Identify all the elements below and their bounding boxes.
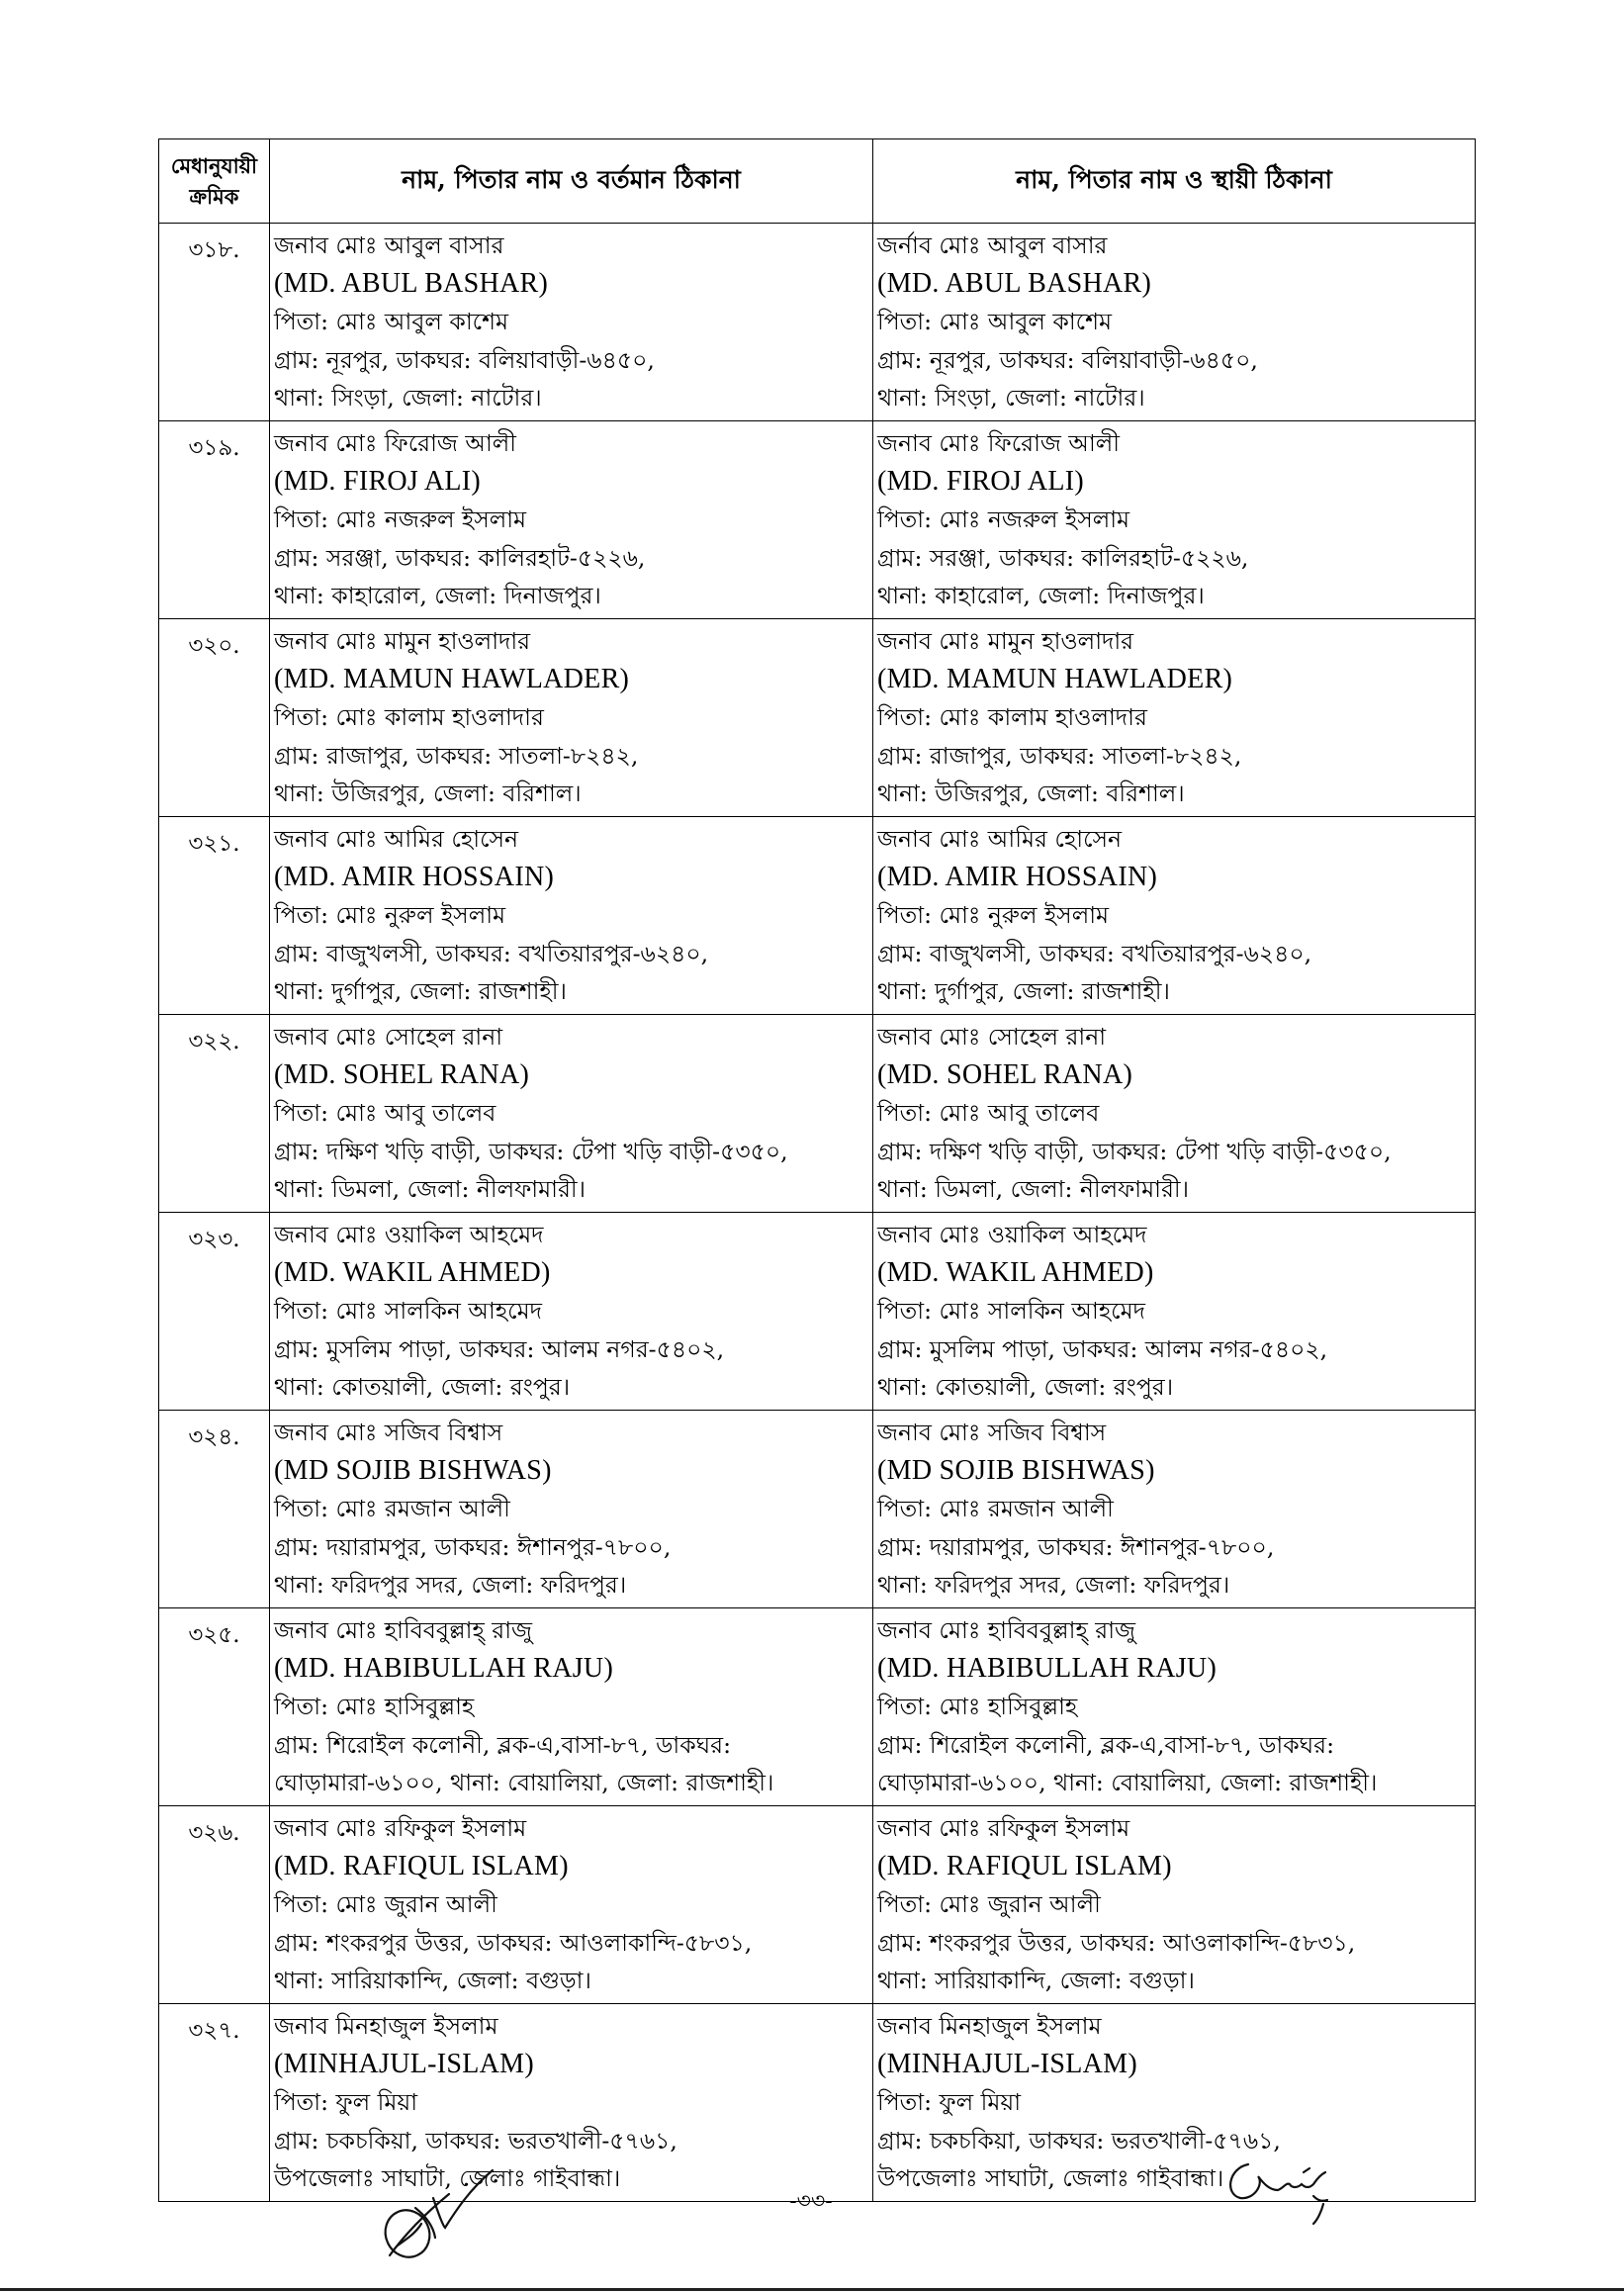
candidate-table	[158, 138, 1476, 2202]
village-post-office: গ্রাম: রাজাপুর, ডাকঘর: সাতলা-৮২৪২,	[877, 741, 1242, 770]
village-post-office: গ্রাম: মুসলিম পাড়া, ডাকঘর: আলম নগর-৫৪০২,	[274, 1334, 725, 1363]
permanent-address-cell	[873, 2004, 1476, 2202]
thana-district: থানা: কাহারোল, জেলা: দিনাজপুর।	[274, 582, 601, 609]
table-row	[159, 1608, 1476, 1806]
page-number: -৩৩-	[789, 2189, 833, 2214]
candidate-name-english: (MINHAJUL-ISLAM)	[877, 2048, 1137, 2079]
candidate-name-english: (MD. RAFIQUL ISLAM)	[877, 1850, 1172, 1881]
village-post-office: গ্রাম: শংকরপুর উত্তর, ডাকঘর: আওলাকান্দি-৫৮৩১,	[274, 1928, 753, 1957]
candidate-name-english: (MD. HABIBULLAH RAJU)	[877, 1652, 1218, 1684]
candidate-name: জনাব মোঃ মামুন হাওলাদার	[274, 627, 531, 655]
candidate-name: জনাব মোঃ ওয়াকিল আহমেদ	[877, 1221, 1147, 1248]
header-permanent-address: নাম, পিতার নাম ও স্থায়ী ঠিকানা	[873, 139, 1476, 224]
candidate-name: জর্নাব মোঃ আবুল বাসার	[877, 231, 1108, 259]
father-name: পিতা: মোঃ কালাম হাওলাদার	[274, 703, 544, 731]
village-post-office: গ্রাম: দয়ারামপুর, ডাকঘর: ঈশানপুর-৭৮০০,	[877, 1532, 1275, 1561]
father-name: পিতা: মোঃ রমজান আলী	[274, 1495, 510, 1522]
thana-district: থানা: উজিরপুর, জেলা: বরিশাল।	[274, 779, 582, 807]
candidate-name: জনাব মোঃ হাবিববুল্লাহ্ রাজু	[274, 1616, 533, 1644]
village-post-office: গ্রাম: দক্ষিণ খড়ি বাড়ী, ডাকঘর: টেপা খড়ি বাড়ী-৫৩৫০,	[877, 1137, 1392, 1165]
current-address-cell	[270, 1411, 873, 1608]
candidate-name-english: (MD. RAFIQUL ISLAM)	[274, 1850, 569, 1881]
table-row	[159, 1806, 1476, 2004]
thana-district: থানা: উজিরপুর, জেলা: বরিশাল।	[877, 779, 1185, 807]
candidate-name-english: (MD. FIROJ ALI)	[274, 465, 482, 497]
candidate-name-english: (MD. SOHEL RANA)	[877, 1058, 1133, 1090]
serial-number: ৩২২.	[159, 1015, 270, 1213]
village-post-office: গ্রাম: দক্ষিণ খড়ি বাড়ী, ডাকঘর: টেপা খড়ি বাড়ী-৫৩৫০,	[274, 1137, 788, 1165]
village-post-office: গ্রাম: রাজাপুর, ডাকঘর: সাতলা-৮২৪২,	[274, 741, 639, 770]
candidate-name-english: (MD. ABUL BASHAR)	[274, 267, 549, 299]
village-post-office: গ্রাম: নূরপুর, ডাকঘর: বলিয়াবাড়ী-৬৪৫০,	[274, 345, 655, 374]
father-name: পিতা: মোঃ জুরান আলী	[877, 1890, 1101, 1918]
table-row	[159, 619, 1476, 817]
table-row	[159, 1015, 1476, 1213]
father-name: পিতা: মোঃ রমজান আলী	[877, 1495, 1114, 1522]
village-post-office: গ্রাম: শংকরপুর উত্তর, ডাকঘর: আওলাকান্দি-৫৮৩১,	[877, 1928, 1356, 1957]
serial-number: ৩২০.	[159, 619, 270, 817]
candidate-name: জনাব মোঃ ফিরোজ আলী	[877, 429, 1121, 457]
thana-district: থানা: ফরিদপুর সদর, জেলা: ফরিদপুর।	[274, 1571, 627, 1599]
candidate-name-english: (MD. MAMUN HAWLADER)	[274, 663, 630, 694]
table-row	[159, 1213, 1476, 1411]
father-name: পিতা: মোঃ আবু তালেব	[877, 1099, 1100, 1127]
candidate-name-english: (MD. WAKIL AHMED)	[877, 1256, 1154, 1288]
thana-district: থানা: সারিয়াকান্দি, জেলা: বগুড়া।	[877, 1967, 1195, 1994]
father-name: পিতা: ফুল মিয়া	[877, 2088, 1022, 2116]
father-name: পিতা: মোঃ হাসিবুল্লাহ	[274, 1693, 475, 1720]
serial-number: ৩২৩.	[159, 1213, 270, 1411]
candidate-name: জনাব মিনহাজুল ইসলাম	[274, 2012, 498, 2040]
thana-district: থানা: সিংড়া, জেলা: নাটোর।	[274, 384, 542, 412]
serial-number: ৩২৫.	[159, 1608, 270, 1806]
village-post-office: গ্রাম: মুসলিম পাড়া, ডাকঘর: আলম নগর-৫৪০২,	[877, 1334, 1328, 1363]
candidate-name: জনাব মোঃ মামুন হাওলাদার	[877, 627, 1134, 655]
header-current-address: নাম, পিতার নাম ও বর্তমান ঠিকানা	[270, 139, 873, 224]
thana-district: উপজেলাঃ সাঘাটা, জেলাঃ গাইবান্ধা।	[274, 2164, 621, 2192]
table-row	[159, 817, 1476, 1015]
village-post-office: গ্রাম: দয়ারামপুর, ডাকঘর: ঈশানপুর-৭৮০০,	[274, 1532, 672, 1561]
father-name: পিতা: মোঃ নজরুল ইসলাম	[877, 505, 1130, 533]
father-name: পিতা: মোঃ কালাম হাওলাদার	[877, 703, 1147, 731]
current-address-cell	[270, 2004, 873, 2202]
thana-district: থানা: ডিমলা, জেলা: নীলফামারী।	[274, 1175, 586, 1203]
candidate-name: জনাব মোঃ রফিকুল ইসলাম	[877, 1814, 1130, 1842]
serial-number: ৩২৭.	[159, 2004, 270, 2202]
candidate-name: জনাব মোঃ ফিরোজ আলী	[274, 429, 517, 457]
permanent-address-cell	[873, 1806, 1476, 2004]
thana-district: থানা: কোতয়ালী, জেলা: রংপুর।	[274, 1373, 571, 1401]
candidate-name-english: (MD. AMIR HOSSAIN)	[877, 861, 1158, 892]
serial-number: ৩১৮.	[159, 224, 270, 421]
village-post-office: গ্রাম: শিরোইল কলোনী, ব্লক-এ,বাসা-৮৭, ডাকঘর:	[877, 1730, 1334, 1759]
bottom-rule	[0, 2288, 1624, 2291]
candidate-name-english: (MD. ABUL BASHAR)	[877, 267, 1152, 299]
table-header-row	[159, 139, 1476, 224]
candidate-name-english: (MD. MAMUN HAWLADER)	[877, 663, 1233, 694]
table-row	[159, 224, 1476, 421]
current-address-cell	[270, 1806, 873, 2004]
father-name: পিতা: মোঃ নজরুল ইসলাম	[274, 505, 527, 533]
signature-right	[1218, 2154, 1347, 2244]
candidate-name-english: (MD. HABIBULLAH RAJU)	[274, 1652, 614, 1684]
candidate-name-english: (MINHAJUL-ISLAM)	[274, 2048, 534, 2079]
permanent-address-cell	[873, 1608, 1476, 1806]
candidate-name-english: (MD. WAKIL AHMED)	[274, 1256, 551, 1288]
candidate-name-english: (MD. AMIR HOSSAIN)	[274, 861, 555, 892]
candidate-name: জনাব মোঃ আমির হোসেন	[877, 825, 1123, 853]
father-name: পিতা: ফুল মিয়া	[274, 2088, 418, 2116]
thana-district: থানা: দুর্গাপুর, জেলা: রাজশাহী।	[877, 977, 1170, 1005]
candidate-name: জনাব মোঃ সজিব বিশ্বাস	[274, 1419, 503, 1446]
thana-district: উপজেলাঃ সাঘাটা, জেলাঃ গাইবান্ধা।	[877, 2164, 1224, 2192]
thana-district: ঘোড়ামারা-৬১০০, থানা: বোয়ালিয়া, জেলা: রাজশাহী।	[274, 1769, 774, 1796]
permanent-address-cell	[873, 817, 1476, 1015]
permanent-address-cell	[873, 421, 1476, 619]
candidate-name-english: (MD SOJIB BISHWAS)	[274, 1454, 552, 1486]
thana-district: থানা: কাহারোল, জেলা: দিনাজপুর।	[877, 582, 1205, 609]
village-post-office: গ্রাম: চকচকিয়া, ডাকঘর: ভরতখালী-৫৭৬১,	[877, 2126, 1281, 2154]
candidate-name: জনাব মোঃ রফিকুল ইসলাম	[274, 1814, 527, 1842]
current-address-cell	[270, 1015, 873, 1213]
current-address-cell	[270, 619, 873, 817]
current-address-cell	[270, 817, 873, 1015]
current-address-cell	[270, 1608, 873, 1806]
header-serial: মেধানুযায়ী ক্রমিক	[159, 139, 270, 224]
serial-number: ৩১৯.	[159, 421, 270, 619]
father-name: পিতা: মোঃ হাসিবুল্লাহ	[877, 1693, 1078, 1720]
village-post-office: গ্রাম: চকচকিয়া, ডাকঘর: ভরতখালী-৫৭৬১,	[274, 2126, 677, 2154]
serial-number: ৩২১.	[159, 817, 270, 1015]
serial-number: ৩২৬.	[159, 1806, 270, 2004]
permanent-address-cell	[873, 1411, 1476, 1608]
table-row	[159, 1411, 1476, 1608]
father-name: পিতা: মোঃ সালকিন আহমেদ	[274, 1297, 543, 1325]
candidate-name: জনাব মোঃ সজিব বিশ্বাস	[877, 1419, 1107, 1446]
village-post-office: গ্রাম: নূরপুর, ডাকঘর: বলিয়াবাড়ী-৬৪৫০,	[877, 345, 1258, 374]
current-address-cell	[270, 1213, 873, 1411]
table-body	[159, 224, 1476, 2202]
current-address-cell	[270, 421, 873, 619]
permanent-address-cell	[873, 619, 1476, 817]
thana-district: থানা: ফরিদপুর সদর, জেলা: ফরিদপুর।	[877, 1571, 1230, 1599]
thana-district: থানা: ডিমলা, জেলা: নীলফামারী।	[877, 1175, 1190, 1203]
village-post-office: গ্রাম: সরঞ্জা, ডাকঘর: কালিরহাট-৫২২৬,	[274, 543, 646, 572]
village-post-office: গ্রাম: বাজুখলসী, ডাকঘর: বখতিয়ারপুর-৬২৪০,	[877, 939, 1312, 967]
candidate-name-english: (MD SOJIB BISHWAS)	[877, 1454, 1155, 1486]
permanent-address-cell	[873, 224, 1476, 421]
father-name: পিতা: মোঃ আবুল কাশেম	[274, 308, 509, 335]
village-post-office: গ্রাম: সরঞ্জা, ডাকঘর: কালিরহাট-৫২২৬,	[877, 543, 1249, 572]
father-name: পিতা: মোঃ আবুল কাশেম	[877, 308, 1113, 335]
thana-district: থানা: কোতয়ালী, জেলা: রংপুর।	[877, 1373, 1174, 1401]
candidate-name: জনাব মোঃ আবুল বাসার	[274, 231, 504, 259]
father-name: পিতা: মোঃ আবু তালেব	[274, 1099, 496, 1127]
father-name: পিতা: মোঃ নুরুল ইসলাম	[274, 901, 506, 929]
candidate-name: জনাব মোঃ সোহেল রানা	[274, 1023, 503, 1051]
thana-district: থানা: দুর্গাপুর, জেলা: রাজশাহী।	[274, 977, 567, 1005]
candidate-name: জনাব মোঃ ওয়াকিল আহমেদ	[274, 1221, 544, 1248]
signature-left	[376, 2164, 504, 2268]
candidate-name: জনাব মোঃ আমির হোসেন	[274, 825, 519, 853]
permanent-address-cell	[873, 1015, 1476, 1213]
village-post-office: গ্রাম: শিরোইল কলোনী, ব্লক-এ,বাসা-৮৭, ডাকঘর:	[274, 1730, 731, 1759]
current-address-cell	[270, 224, 873, 421]
thana-district: ঘোড়ামারা-৬১০০, থানা: বোয়ালিয়া, জেলা: রাজশাহী।	[877, 1769, 1378, 1796]
father-name: পিতা: মোঃ সালকিন আহমেদ	[877, 1297, 1146, 1325]
father-name: পিতা: মোঃ নুরুল ইসলাম	[877, 901, 1110, 929]
permanent-address-cell	[873, 1213, 1476, 1411]
thana-district: থানা: সিংড়া, জেলা: নাটোর।	[877, 384, 1145, 412]
father-name: পিতা: মোঃ জুরান আলী	[274, 1890, 497, 1918]
candidate-name: জনাব মোঃ সোহেল রানা	[877, 1023, 1107, 1051]
candidate-name-english: (MD. SOHEL RANA)	[274, 1058, 530, 1090]
village-post-office: গ্রাম: বাজুখলসী, ডাকঘর: বখতিয়ারপুর-৬২৪০,	[274, 939, 709, 967]
table-row	[159, 421, 1476, 619]
candidate-name: জনাব মিনহাজুল ইসলাম	[877, 2012, 1102, 2040]
candidate-name: জনাব মোঃ হাবিববুল্লাহ্ রাজু	[877, 1616, 1136, 1644]
serial-number: ৩২৪.	[159, 1411, 270, 1608]
thana-district: থানা: সারিয়াকান্দি, জেলা: বগুড়া।	[274, 1967, 591, 1994]
candidate-name-english: (MD. FIROJ ALI)	[877, 465, 1085, 497]
